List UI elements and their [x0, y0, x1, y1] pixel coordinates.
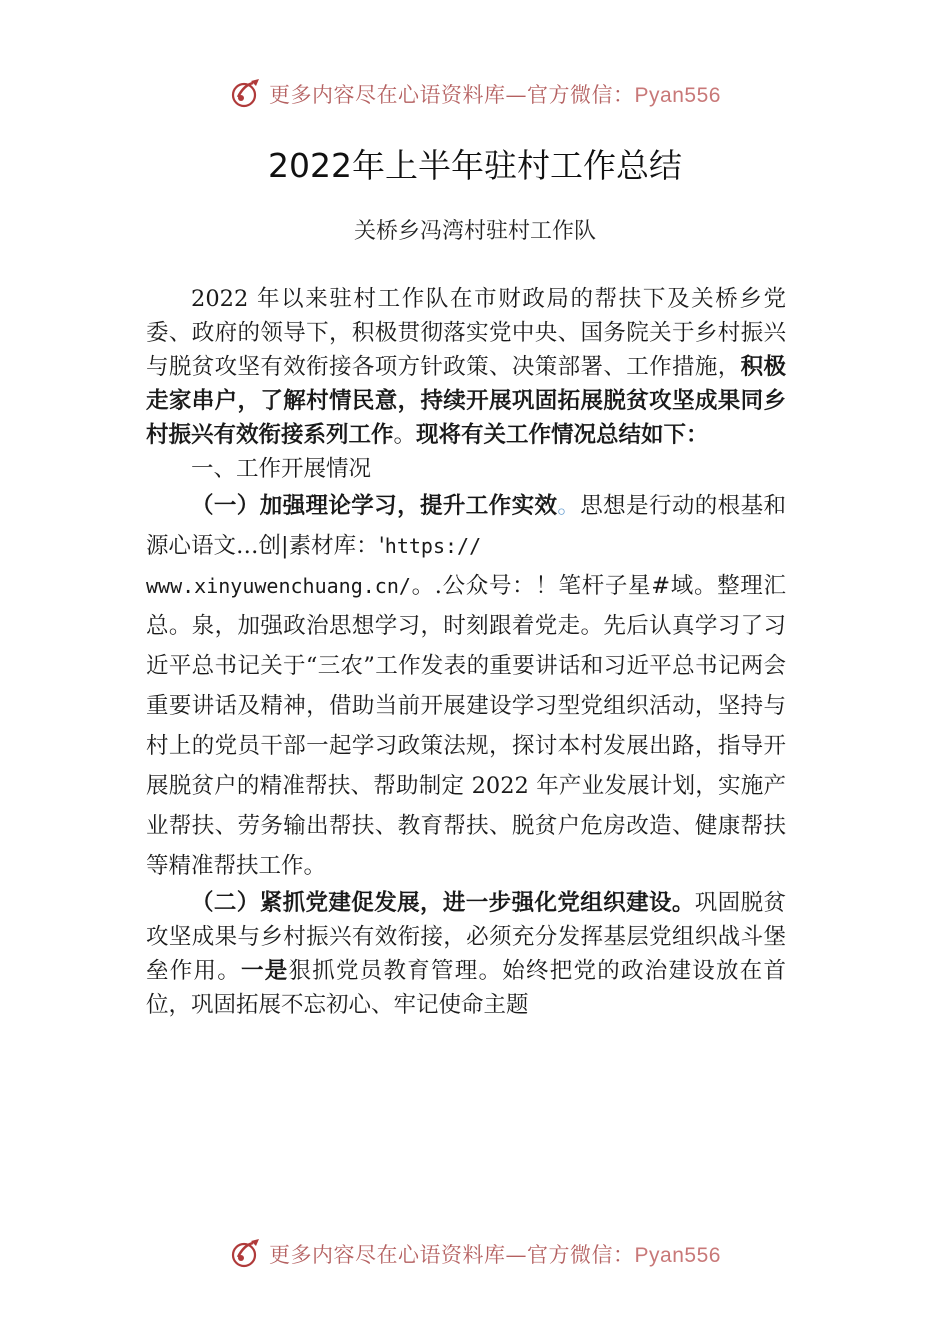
subsection-2-paragraph: （二）紧抓党建促发展，进一步强化党组织建设。巩固脱贫攻坚成果与乡村振兴有效衔接，必须充分发挥基层党组织战斗堡垒作用。一是狠抓党员教育管理。始终把党的政治建设放在首位，巩固拓展不忘初心、牢记使命主题 [146, 890, 786, 1018]
document-subtitle: 关桥乡冯湾村驻村工作队 [353, 219, 596, 244]
intro-paragraph: 2022 年以来驻村工作队在市财政局的帮扶下及关桥乡党委、政府的领导下，积极贯彻落实党中央、国务院关于乡村振兴与脱贫攻坚有效衔接各项方针政策、决策部署、工作措施，积极走家串户，了解村情民意，持续开展巩固拓展脱贫攻坚成果同乡村振兴有效衔接系列工作。现将有关工作情况总结如下： [146, 286, 786, 448]
footer-watermark-banner [0, 1234, 950, 1274]
intro-summary-lead: 现将有关工作情况总结如下： [416, 422, 709, 448]
pen-logo-icon [229, 77, 263, 111]
document-title: 2022年上半年驻村工作总结 [268, 146, 682, 185]
banner-text: 更多内容尽在心语资料库—官方微信：Pyan556 [269, 83, 721, 107]
wechat-id: Pyan556 [634, 84, 721, 107]
subsection-1-paragraph: （一）加强理论学习，提升工作实效。思想是行动的根基和源心语文…创|素材库：'https:// www.xinyuwenchuang.cn/。.公众号：！笔杆子星#域。整理汇总。泉，加强政治思想学习，时刻跟着党走。先后认真学习了习近平总书记关于“三农”工作发表的重要讲话和习近平总书记两会重要讲话及精神，借助当前开展建设学习型党组织活动，坚持与村上的党员干部一起学习政策法规，探讨本村发展出路，指导开展脱贫户的精准帮扶、帮助制定 2022 年产业发展计划，实施产业帮扶、劳务输出帮扶、教育帮扶、脱贫户危房改造、健康帮扶等精准帮扶工作。 [146, 493, 786, 879]
section-heading: 一、工作开展情况 [191, 456, 372, 482]
subsection-2-title: （二）紧抓党建促发展，进一步强化党组织建设。 [191, 890, 695, 916]
document-body [146, 282, 786, 1022]
pen-logo-icon [229, 1237, 263, 1271]
header-watermark-banner [0, 74, 950, 114]
banner-text: 更多内容尽在心语资料库—官方微信：Pyan556 [269, 1243, 721, 1267]
wechat-id: Pyan556 [634, 1244, 721, 1267]
intro-emphasis: 积极走家串户，了解村情民意，持续开展巩固拓展脱贫攻坚成果同乡村振兴有效衔接系列工作 [146, 354, 786, 448]
subsection-1-title: （一）加强理论学习，提升工作实效 [191, 493, 558, 519]
watermark-url: www.xinyuwenchuang.cn/ [146, 574, 411, 598]
